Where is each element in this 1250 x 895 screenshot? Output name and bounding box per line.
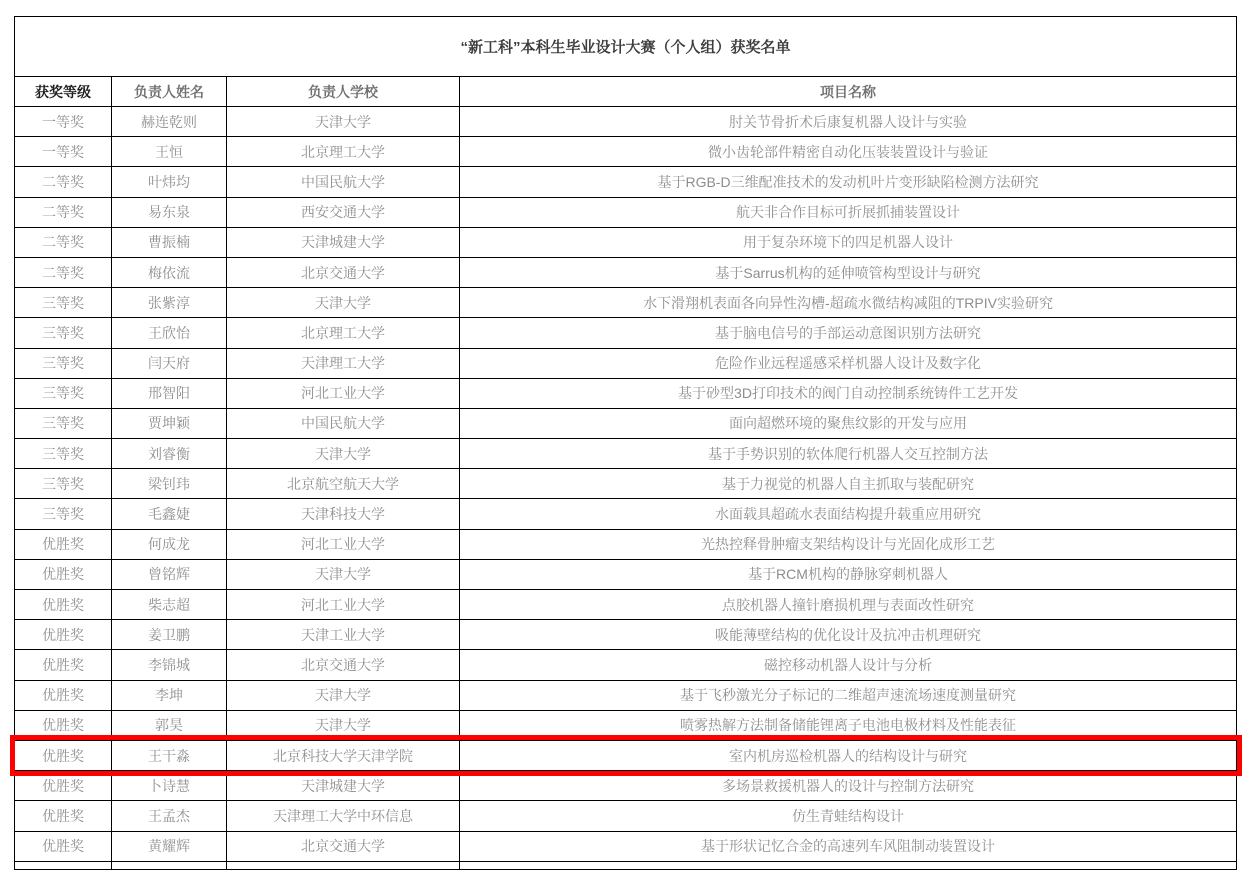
cell-name: 黄耀辉 <box>112 831 227 861</box>
cell-level: 三等奖 <box>15 499 112 529</box>
table-row <box>15 771 1237 801</box>
cell-name: 闫天府 <box>112 348 227 378</box>
cell-school <box>227 861 460 869</box>
cell-school: 北京科技大学天津学院 <box>227 740 460 770</box>
cell-level: 优胜奖 <box>15 801 112 831</box>
cell-school: 天津大学 <box>227 559 460 589</box>
cell-level: 三等奖 <box>15 378 112 408</box>
cell-name: 李坤 <box>112 680 227 710</box>
table-row <box>15 590 1237 620</box>
cell-project: 多场景救援机器人的设计与控制方法研究 <box>460 771 1237 801</box>
cell-school: 天津大学 <box>227 680 460 710</box>
header-project-name: 项目名称 <box>460 77 1237 107</box>
cell-project: 室内机房巡检机器人的结构设计与研究 <box>460 740 1237 770</box>
cell-level: 三等奖 <box>15 288 112 318</box>
cell-level: 优胜奖 <box>15 771 112 801</box>
cell-name: 柴志超 <box>112 590 227 620</box>
cell-project: 水下滑翔机表面各向异性沟槽-超疏水微结构减阻的TRPIV实验研究 <box>460 288 1237 318</box>
table-row <box>15 378 1237 408</box>
cell-project: 基于力视觉的机器人自主抓取与装配研究 <box>460 469 1237 499</box>
cell-project: 微小齿轮部件精密自动化压装装置设计与验证 <box>460 137 1237 167</box>
table-row <box>15 197 1237 227</box>
cell-school: 天津城建大学 <box>227 771 460 801</box>
cell-school: 中国民航大学 <box>227 408 460 438</box>
cell-project: 基于RCM机构的静脉穿刺机器人 <box>460 559 1237 589</box>
cell-school: 天津大学 <box>227 439 460 469</box>
cell-school: 天津理工大学中环信息 <box>227 801 460 831</box>
cell-level: 优胜奖 <box>15 710 112 740</box>
cell-name: 王欣怡 <box>112 318 227 348</box>
cell-name: 毛鑫婕 <box>112 499 227 529</box>
cell-project: 危险作业远程遥感采样机器人设计及数字化 <box>460 348 1237 378</box>
cell-project: 基于飞秒激光分子标记的二维超声速流场速度测量研究 <box>460 680 1237 710</box>
cell-level: 三等奖 <box>15 439 112 469</box>
table-row <box>15 831 1237 861</box>
cell-level: 优胜奖 <box>15 831 112 861</box>
cell-level: 三等奖 <box>15 348 112 378</box>
cell-project: 基于RGB-D三维配准技术的发动机叶片变形缺陷检测方法研究 <box>460 167 1237 197</box>
cell-name: 郭昊 <box>112 710 227 740</box>
table-row <box>15 740 1237 770</box>
header-award-level: 获奖等级 <box>15 77 112 107</box>
cell-school: 北京理工大学 <box>227 318 460 348</box>
cell-project: 吸能薄壁结构的优化设计及抗冲击机理研究 <box>460 620 1237 650</box>
cell-project: 仿生青蛙结构设计 <box>460 801 1237 831</box>
cell-project: 面向超燃环境的聚焦纹影的开发与应用 <box>460 408 1237 438</box>
table-row <box>15 137 1237 167</box>
cell-name: 邢智阳 <box>112 378 227 408</box>
cell-name: 易东泉 <box>112 197 227 227</box>
table-row <box>15 559 1237 589</box>
cell-level: 一等奖 <box>15 137 112 167</box>
cell-name: 卜诗慧 <box>112 771 227 801</box>
table-row <box>15 801 1237 831</box>
cell-school: 河北工业大学 <box>227 590 460 620</box>
header-person-name: 负责人姓名 <box>112 77 227 107</box>
cell-level: 一等奖 <box>15 107 112 137</box>
cell-name: 刘睿衡 <box>112 439 227 469</box>
cell-level: 二等奖 <box>15 257 112 287</box>
cell-level: 优胜奖 <box>15 650 112 680</box>
table-row-partial <box>15 861 1237 869</box>
cell-school: 天津大学 <box>227 107 460 137</box>
cell-level: 优胜奖 <box>15 620 112 650</box>
header-school: 负责人学校 <box>227 77 460 107</box>
table-row <box>15 469 1237 499</box>
cell-project <box>460 861 1237 869</box>
cell-level: 优胜奖 <box>15 740 112 770</box>
cell-project: 磁控移动机器人设计与分析 <box>460 650 1237 680</box>
cell-project: 光热控释骨肿瘤支架结构设计与光固化成形工艺 <box>460 529 1237 559</box>
table-row <box>15 650 1237 680</box>
cell-project: 喷雾热解方法制备储能锂离子电池电极材料及性能表征 <box>460 710 1237 740</box>
cell-name: 曾铭辉 <box>112 559 227 589</box>
cell-school: 天津城建大学 <box>227 227 460 257</box>
cell-level: 二等奖 <box>15 197 112 227</box>
cell-project: 肘关节骨折术后康复机器人设计与实验 <box>460 107 1237 137</box>
table-row <box>15 529 1237 559</box>
cell-name: 贾坤颖 <box>112 408 227 438</box>
cell-name: 姜卫鹏 <box>112 620 227 650</box>
cell-project: 水面载具超疏水表面结构提升载重应用研究 <box>460 499 1237 529</box>
cell-level: 优胜奖 <box>15 559 112 589</box>
cell-school: 北京交通大学 <box>227 257 460 287</box>
cell-name: 叶炜均 <box>112 167 227 197</box>
cell-school: 天津大学 <box>227 710 460 740</box>
header-row <box>15 77 1237 107</box>
cell-project: 用于复杂环境下的四足机器人设计 <box>460 227 1237 257</box>
cell-name: 何成龙 <box>112 529 227 559</box>
cell-level: 三等奖 <box>15 408 112 438</box>
cell-name: 王干淼 <box>112 740 227 770</box>
cell-name: 梅依流 <box>112 257 227 287</box>
cell-school: 北京交通大学 <box>227 831 460 861</box>
cell-school: 天津科技大学 <box>227 499 460 529</box>
title-row <box>15 17 1237 77</box>
cell-name: 张紫淳 <box>112 288 227 318</box>
cell-project: 基于手势识别的软体爬行机器人交互控制方法 <box>460 439 1237 469</box>
cell-name <box>112 861 227 869</box>
cell-school: 中国民航大学 <box>227 167 460 197</box>
page-title: “新工科”本科生毕业设计大赛（个人组）获奖名单 <box>15 17 1237 77</box>
table-row <box>15 167 1237 197</box>
cell-project: 点胶机器人撞针磨损机理与表面改性研究 <box>460 590 1237 620</box>
award-table <box>14 16 1237 870</box>
cell-school: 西安交通大学 <box>227 197 460 227</box>
cell-level: 优胜奖 <box>15 529 112 559</box>
cell-level <box>15 861 112 869</box>
table-row <box>15 408 1237 438</box>
cell-level: 二等奖 <box>15 167 112 197</box>
table-row <box>15 710 1237 740</box>
cell-level: 二等奖 <box>15 227 112 257</box>
table-row <box>15 620 1237 650</box>
cell-name: 王恒 <box>112 137 227 167</box>
cell-name: 赫连乾则 <box>112 107 227 137</box>
cell-name: 梁钊玮 <box>112 469 227 499</box>
cell-project: 航天非合作目标可折展抓捕装置设计 <box>460 197 1237 227</box>
cell-project: 基于形状记忆合金的高速列车风阻制动装置设计 <box>460 831 1237 861</box>
table-row <box>15 499 1237 529</box>
cell-level: 优胜奖 <box>15 680 112 710</box>
cell-school: 北京理工大学 <box>227 137 460 167</box>
table-row <box>15 680 1237 710</box>
cell-level: 三等奖 <box>15 318 112 348</box>
award-table-body <box>15 107 1237 870</box>
table-row <box>15 318 1237 348</box>
cell-school: 北京交通大学 <box>227 650 460 680</box>
table-row <box>15 257 1237 287</box>
cell-name: 曹振楠 <box>112 227 227 257</box>
table-row <box>15 439 1237 469</box>
table-row <box>15 288 1237 318</box>
cell-school: 河北工业大学 <box>227 378 460 408</box>
table-row <box>15 227 1237 257</box>
cell-school: 北京航空航天大学 <box>227 469 460 499</box>
cell-school: 天津工业大学 <box>227 620 460 650</box>
cell-level: 三等奖 <box>15 469 112 499</box>
cell-name: 王孟杰 <box>112 801 227 831</box>
cell-level: 优胜奖 <box>15 590 112 620</box>
cell-name: 李锦城 <box>112 650 227 680</box>
cell-school: 天津理工大学 <box>227 348 460 378</box>
cell-project: 基于Sarrus机构的延伸喷管构型设计与研究 <box>460 257 1237 287</box>
cell-school: 天津大学 <box>227 288 460 318</box>
cell-school: 河北工业大学 <box>227 529 460 559</box>
table-row <box>15 107 1237 137</box>
cell-project: 基于砂型3D打印技术的阀门自动控制系统铸件工艺开发 <box>460 378 1237 408</box>
table-row <box>15 348 1237 378</box>
cell-project: 基于脑电信号的手部运动意图识别方法研究 <box>460 318 1237 348</box>
